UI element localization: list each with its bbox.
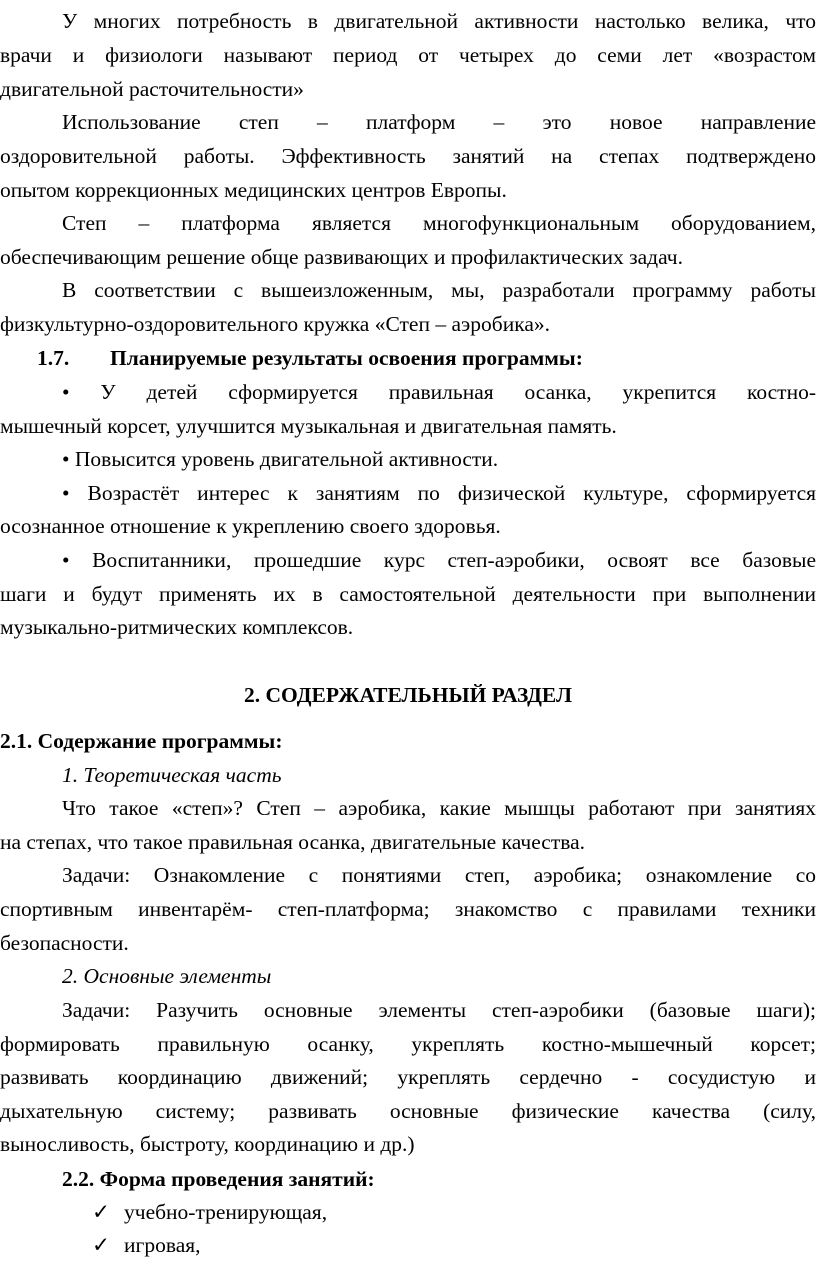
- section-number: 1.7.: [37, 346, 70, 370]
- bullet-line: • Повысится уровень двигательной активности.: [62, 447, 499, 471]
- paragraph-line: физкультурно-оздоровительного кружка «Степ – аэробика».: [0, 312, 550, 336]
- subsection-title: 2. Основные элементы: [62, 964, 272, 988]
- bullet-line: музыкально-ритмических комплексов.: [0, 615, 354, 639]
- bullet-line: • Возрастёт интерес к занятиям по физической культуре, сформируется: [62, 481, 816, 505]
- subsection-title: 1. Теоретическая часть: [62, 763, 282, 787]
- bullet-line: • Воспитанники, прошедшие курс степ-аэробики, освоят все базовые: [62, 548, 816, 572]
- paragraph-line: безопасности.: [0, 931, 129, 955]
- paragraph-line: формировать правильную осанку, укреплять костно-мышечный корсет;: [0, 1032, 816, 1056]
- paragraph-line: двигательной расточительности»: [0, 77, 304, 101]
- paragraph-line: Задачи: Разучить основные элементы степ-аэробики (базовые шаги);: [62, 998, 816, 1022]
- paragraph-line: обеспечивающим решение обще развивающих и профилактических задач.: [0, 245, 683, 269]
- paragraph-line: Степ – платформа является многофункциональным оборудованием,: [62, 211, 816, 235]
- section-heading-2-1: 2.1. Содержание программы:: [0, 729, 283, 753]
- section-heading-2-2: 2.2. Форма проведения занятий:: [62, 1167, 375, 1191]
- paragraph-line: Задачи: Ознакомление с понятиями степ, аэробика; ознакомление со: [62, 863, 816, 887]
- bullet-line: осознанное отношение к укреплению своего здоровья.: [0, 514, 501, 538]
- paragraph-line: опытом коррекционных медицинских центров Европы.: [0, 178, 507, 202]
- paragraph-line: оздоровительной работы. Эффективность занятий на степах подтверждено: [0, 144, 816, 168]
- paragraph-line: дыхательную систему; развивать основные физические качества (силу,: [0, 1099, 816, 1123]
- list-item-label: учебно-тренирующая,: [124, 1200, 328, 1224]
- paragraph-line: Что такое «степ»? Степ – аэробика, какие мышцы работают при занятиях: [62, 796, 816, 820]
- section-heading-1-7: [0, 341, 816, 375]
- list-item: [0, 1195, 816, 1229]
- list-item-label: игровая,: [124, 1233, 201, 1257]
- paragraph-line: развивать координацию движений; укреплять сердечно - сосудистую и: [0, 1065, 816, 1089]
- bullet-line: • У детей сформируется правильная осанка, укрепится костно-: [62, 380, 816, 404]
- paragraph-line: У многих потребность в двигательной активности настолько велика, что: [62, 9, 816, 33]
- paragraph-line: врачи и физиологи называют период от четырех до семи лет «возрастом: [0, 43, 816, 67]
- paragraph-line: выносливость, быстроту, координацию и др.): [0, 1132, 415, 1156]
- list-item: [0, 1228, 816, 1262]
- checkmark-icon: ✓: [92, 1233, 111, 1257]
- paragraph-line: В соответствии с вышеизложенным, мы, разработали программу работы: [62, 278, 816, 302]
- section-title: Планируемые результаты освоения программы:: [110, 346, 583, 370]
- bullet-line: мышечный корсет, улучшится музыкальная и двигательная память.: [0, 414, 617, 438]
- paragraph-line: Использование степ – платформ – это новое направление: [62, 110, 816, 134]
- bullet-line: шаги и будут применять их в самостоятельной деятельности при выполнении: [0, 582, 816, 606]
- paragraph-line: на степах, что такое правильная осанка, двигательные качества.: [0, 830, 586, 854]
- section-heading-2: 2. СОДЕРЖАТЕЛЬНЫЙ РАЗДЕЛ: [244, 683, 572, 707]
- paragraph-line: спортивным инвентарём- степ-платформа; знакомство с правилами техники: [0, 897, 816, 921]
- checkmark-icon: ✓: [92, 1200, 111, 1224]
